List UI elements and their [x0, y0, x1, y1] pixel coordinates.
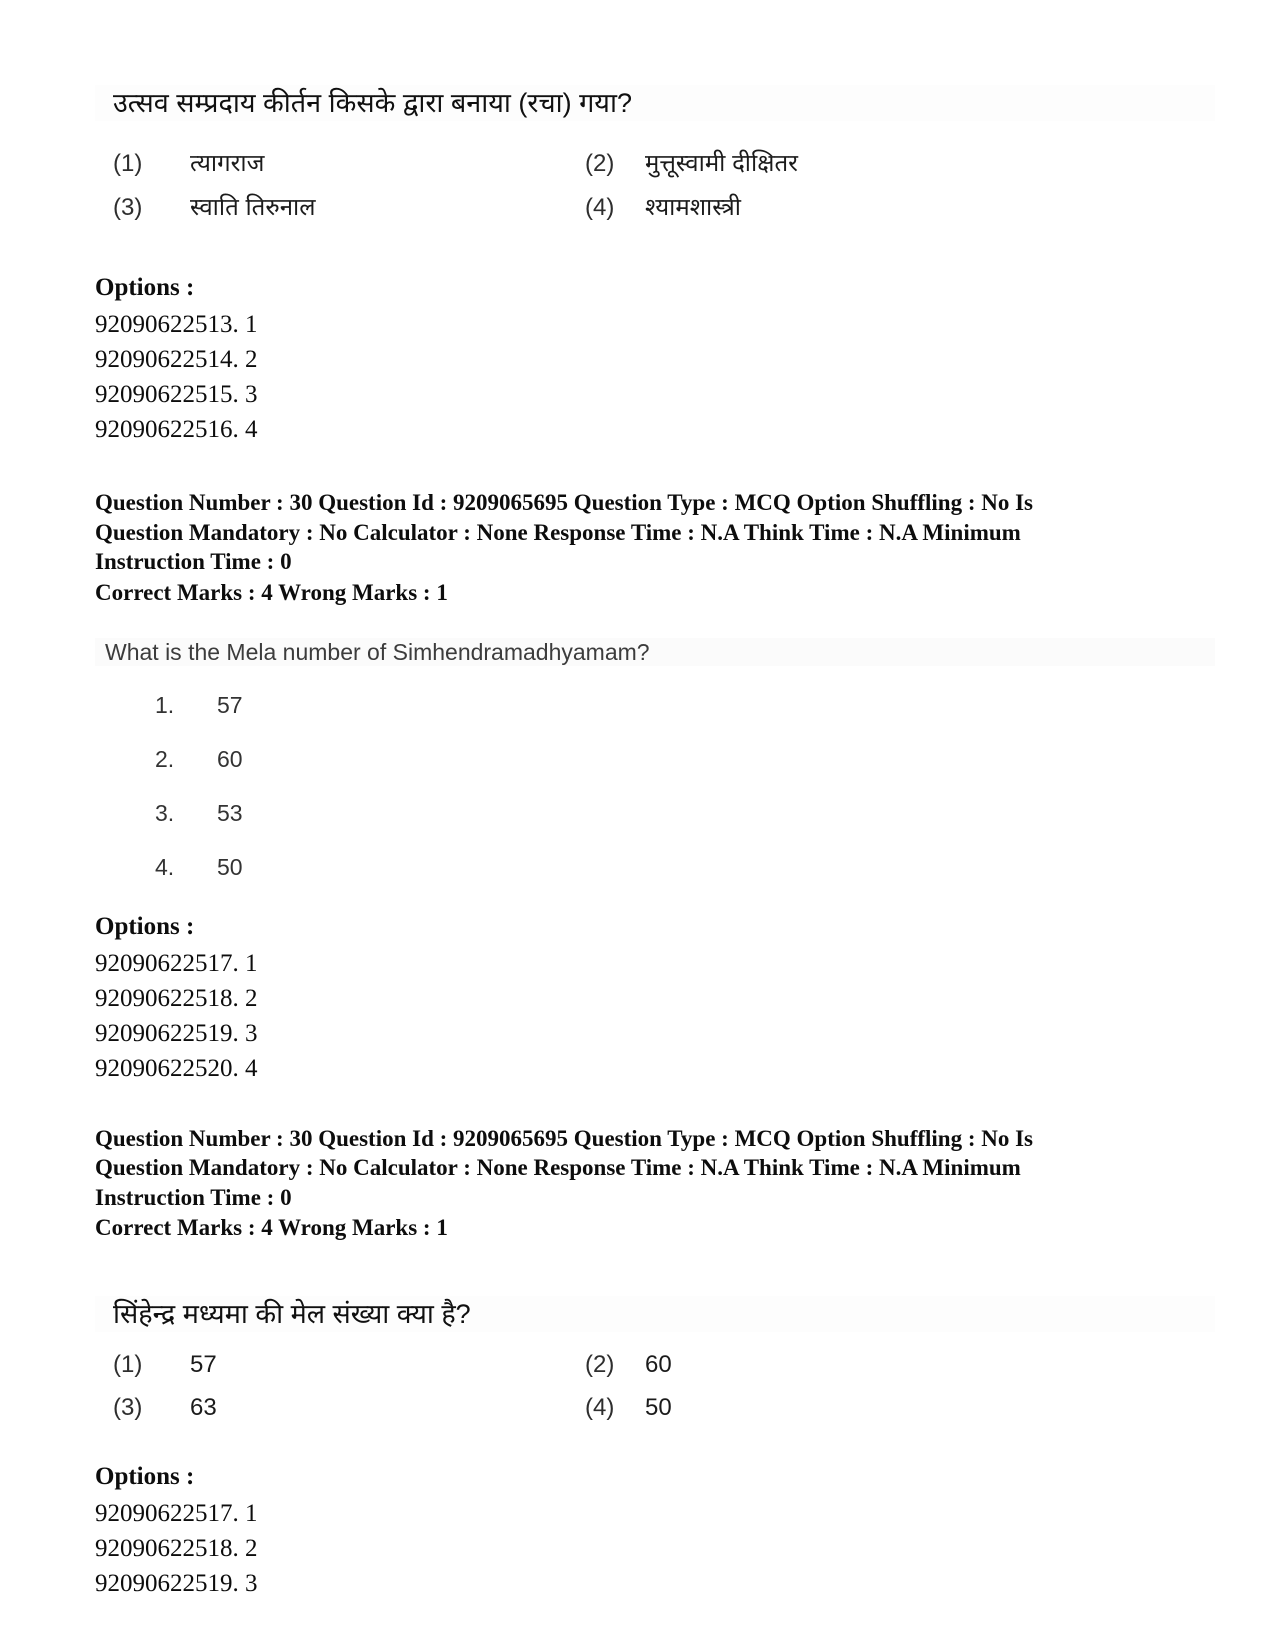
- option-3-label: (3): [113, 1394, 143, 1421]
- option-id: 92090622519. 3: [95, 1019, 258, 1047]
- option-id-list-q30-hindi: [95, 1496, 1215, 1601]
- question-metadata-block-2: [95, 1124, 1085, 1213]
- option-4-text: 50: [645, 1394, 672, 1421]
- metadata-line: Question Number : 30 Question Id : 9209065695 Question Type : MCQ Option Shuffling : No Is: [95, 1125, 1034, 1151]
- option-row: [95, 1392, 1215, 1424]
- option-1: [113, 1349, 585, 1381]
- options-heading-q30-hindi: Options :: [95, 1463, 195, 1490]
- option-id: 92090622517. 1: [95, 1500, 258, 1527]
- option-4-text: श्यामशास्त्री: [645, 194, 742, 221]
- option-1-label: 1.: [155, 691, 175, 718]
- marks-line-2: Correct Marks : 4 Wrong Marks : 1: [95, 1215, 448, 1240]
- option-3: [95, 799, 1215, 827]
- option-2: [585, 148, 798, 180]
- option-id: 92090622514. 2: [95, 346, 258, 373]
- option-1-text: त्यागराज: [190, 150, 265, 177]
- option-2-label: (2): [585, 1351, 615, 1378]
- option-row: [95, 148, 1215, 180]
- option-3: [113, 192, 585, 224]
- option-1: [113, 148, 585, 180]
- question-text-hindi-q30: सिंहेन्द्र मध्यमा की मेल संख्या क्या है?: [95, 1296, 1215, 1332]
- option-3-label: 3.: [155, 799, 175, 826]
- option-2-text: मुत्तूस्वामी दीक्षितर: [645, 150, 798, 177]
- option-id-list-q30-english: [95, 946, 1215, 1086]
- metadata-line: Instruction Time : 0: [95, 549, 292, 574]
- options-heading-q30-english: Options :: [95, 912, 195, 940]
- option-3-label: (3): [113, 194, 143, 221]
- metadata-line: Question Mandatory : No Calculator : None Response Time : N.A Think Time : N.A Minimum: [95, 1155, 1021, 1180]
- question-metadata-block-1: [95, 488, 1085, 577]
- option-2-text: 60: [217, 745, 243, 772]
- option-4-label: 4.: [155, 853, 175, 880]
- metadata-line: Question Mandatory : No Calculator : None Response Time : N.A Think Time : N.A Minimum: [95, 519, 1021, 545]
- option-1-text: 57: [190, 1351, 217, 1378]
- option-id: 92090622517. 1: [95, 949, 258, 977]
- question-text-english-q30: What is the Mela number of Simhendramadhyamam?: [95, 638, 1215, 666]
- option-id-list-q29: [95, 307, 1215, 447]
- option-4: [585, 192, 741, 224]
- question-text-hindi-q29: उत्सव सम्प्रदाय कीर्तन किसके द्वारा बनाया (रचा) गया?: [95, 85, 1215, 121]
- option-id: 92090622519. 3: [95, 1570, 258, 1597]
- option-id: 92090622518. 2: [95, 984, 258, 1012]
- option-1-text: 57: [217, 691, 243, 718]
- option-id: 92090622513. 1: [95, 311, 258, 338]
- options-heading-q29: Options :: [95, 274, 195, 301]
- option-row: [95, 192, 1215, 224]
- option-3: [113, 1392, 585, 1424]
- option-2-label: 2.: [155, 745, 175, 772]
- option-row: [95, 1349, 1215, 1381]
- option-4-text: 50: [217, 853, 243, 880]
- option-id: 92090622518. 2: [95, 1535, 258, 1562]
- option-1-label: (1): [113, 1351, 143, 1378]
- option-3-text: स्वाति तिरुनाल: [190, 194, 316, 221]
- option-4-label: (4): [585, 1394, 615, 1421]
- option-3-text: 53: [217, 799, 243, 826]
- marks-line-1: Correct Marks : 4 Wrong Marks : 1: [95, 579, 448, 605]
- option-4: [585, 1392, 672, 1424]
- option-2-label: (2): [585, 150, 615, 177]
- metadata-line: Instruction Time : 0: [95, 1184, 292, 1210]
- option-4: [95, 853, 1215, 881]
- option-1-label: (1): [113, 150, 143, 177]
- option-id: 92090622520. 4: [95, 1054, 258, 1082]
- option-4-label: (4): [585, 194, 615, 221]
- option-2-text: 60: [645, 1351, 672, 1378]
- english-option-list: [95, 691, 1215, 881]
- option-2: [585, 1349, 672, 1381]
- option-2: [95, 745, 1215, 773]
- option-1: [95, 691, 1215, 719]
- option-3-text: 63: [190, 1394, 217, 1421]
- option-id: 92090622516. 4: [95, 416, 258, 443]
- metadata-line: Question Number : 30 Question Id : 9209065695 Question Type : MCQ Option Shuffling : No Is: [95, 490, 1034, 515]
- option-id: 92090622515. 3: [95, 381, 258, 408]
